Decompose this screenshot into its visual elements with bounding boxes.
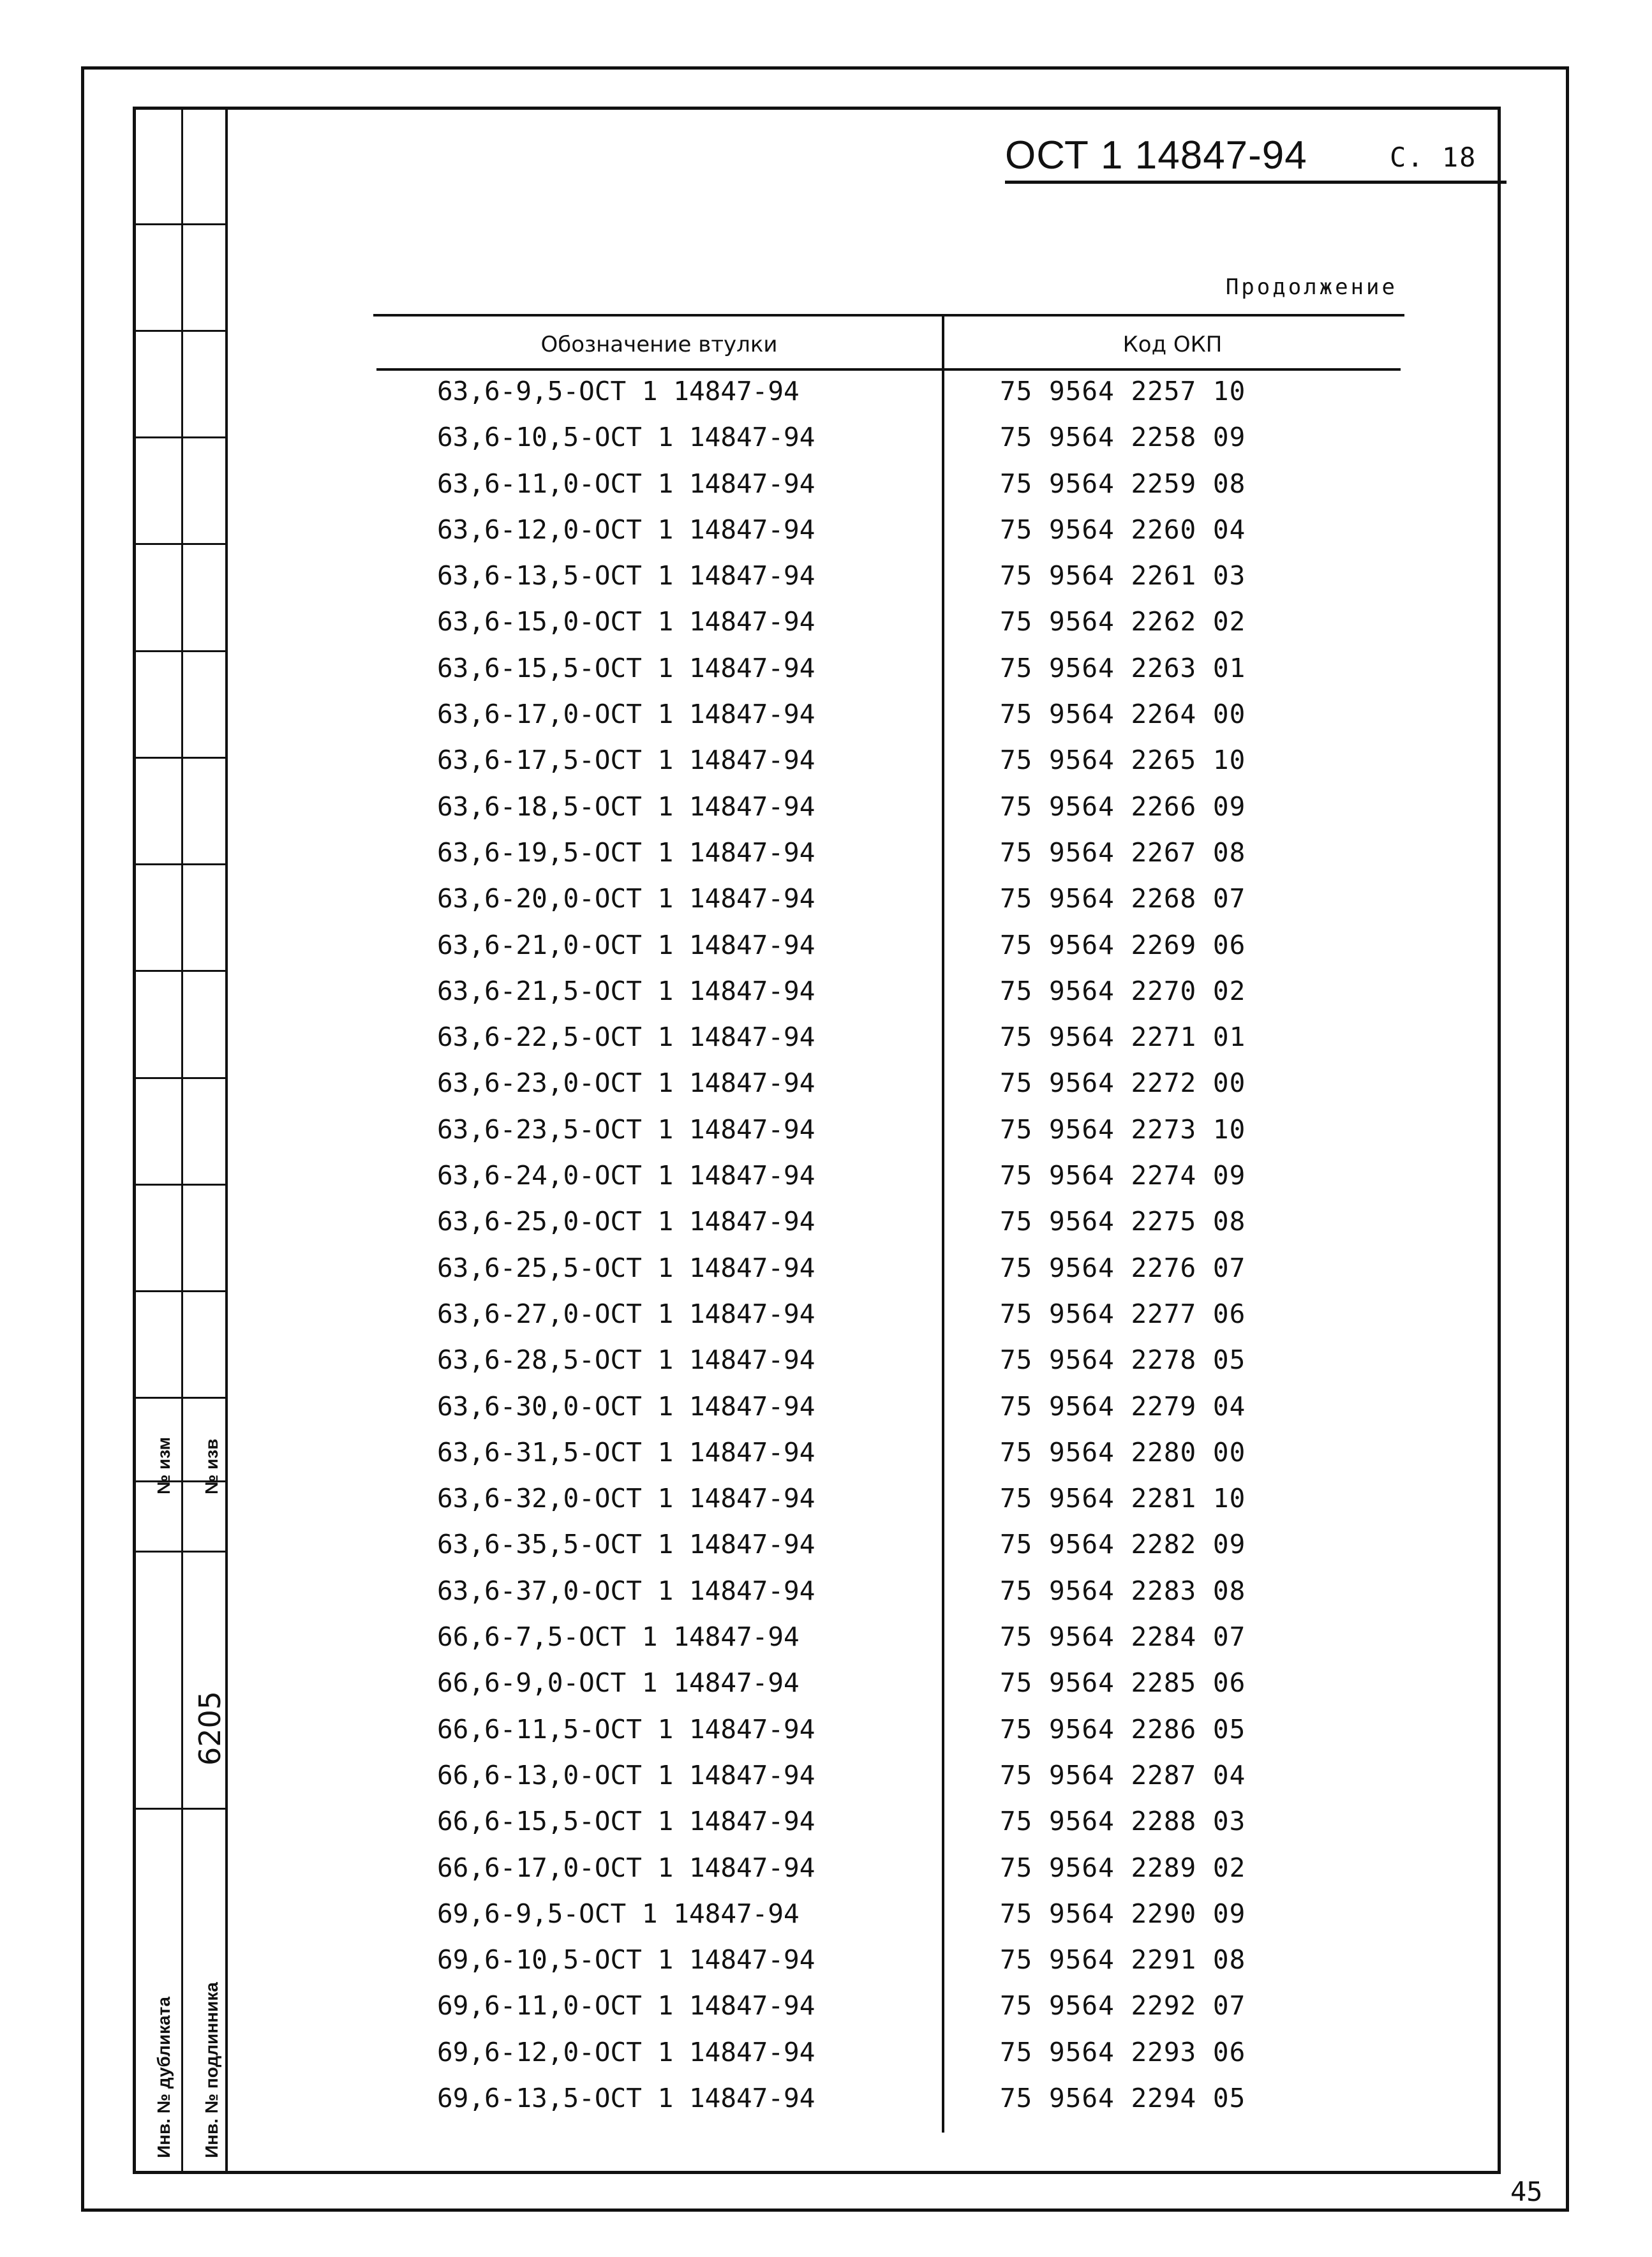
bushing-designation: 63,6-15,5-ОСТ 1 14847-94 [437, 652, 815, 683]
bushing-designation: 63,6-24,0-ОСТ 1 14847-94 [437, 1160, 815, 1191]
table-row [0, 742, 1652, 788]
bushing-designation: 66,6-9,0-ОСТ 1 14847-94 [437, 1667, 800, 1699]
okp-code: 75 9564 2290 09 [1000, 1898, 1246, 1929]
okp-code: 75 9564 2276 07 [1000, 1252, 1246, 1283]
table-row [0, 373, 1652, 419]
table-row [0, 927, 1652, 973]
bushing-designation: 69,6-11,0-ОСТ 1 14847-94 [437, 1990, 815, 2022]
table-row [0, 1757, 1652, 1803]
bushing-designation: 69,6-9,5-ОСТ 1 14847-94 [437, 1898, 800, 1929]
okp-code: 75 9564 2288 03 [1000, 1806, 1246, 1837]
bushing-designation: 63,6-23,0-ОСТ 1 14847-94 [437, 1068, 815, 1099]
sheet-number: 45 [1510, 2176, 1543, 2207]
table-body [0, 373, 1652, 2126]
okp-code: 75 9564 2268 07 [1000, 883, 1246, 914]
table-row [0, 881, 1652, 927]
okp-code: 75 9564 2274 09 [1000, 1160, 1246, 1191]
standard-designation: ОСТ 1 14847-94 [1005, 133, 1307, 177]
table-row [0, 2080, 1652, 2126]
okp-code: 75 9564 2261 03 [1000, 560, 1246, 592]
bushing-designation: 69,6-13,5-ОСТ 1 14847-94 [437, 2082, 815, 2113]
table-row [0, 1342, 1652, 1388]
okp-code: 75 9564 2270 02 [1000, 975, 1246, 1006]
bushing-designation: 63,6-31,5-ОСТ 1 14847-94 [437, 1436, 815, 1468]
bushing-designation: 63,6-15,0-ОСТ 1 14847-94 [437, 606, 815, 637]
table-row [0, 1526, 1652, 1572]
change-number-label: № изм [154, 1436, 174, 1494]
table-row [0, 1480, 1652, 1526]
original-inventory-value: 6205 [193, 1690, 227, 1766]
column-header-designation: Обозначение втулки [540, 332, 778, 357]
okp-code: 75 9564 2269 06 [1000, 929, 1246, 960]
table-row [0, 1850, 1652, 1896]
okp-code: 75 9564 2273 10 [1000, 1114, 1246, 1145]
table-row [0, 558, 1652, 604]
bushing-designation: 63,6-21,5-ОСТ 1 14847-94 [437, 975, 815, 1006]
bushing-designation: 63,6-18,5-ОСТ 1 14847-94 [437, 791, 815, 822]
bushing-designation: 63,6-17,5-ОСТ 1 14847-94 [437, 745, 815, 776]
bushing-designation: 63,6-25,0-ОСТ 1 14847-94 [437, 1206, 815, 1237]
table-row [0, 650, 1652, 696]
bushing-designation: 66,6-15,5-ОСТ 1 14847-94 [437, 1806, 815, 1837]
okp-code: 75 9564 2265 10 [1000, 745, 1246, 776]
bushing-designation: 63,6-17,0-ОСТ 1 14847-94 [437, 699, 815, 730]
table-row [0, 1158, 1652, 1203]
okp-code: 75 9564 2264 00 [1000, 699, 1246, 730]
table-header-rule [376, 368, 1401, 371]
table-row [0, 1896, 1652, 1942]
bushing-designation: 63,6-21,0-ОСТ 1 14847-94 [437, 929, 815, 960]
column-header-okp-code: Код ОКП [1122, 332, 1223, 357]
table-top-rule [373, 314, 1404, 317]
bushing-designation: 63,6-32,0-ОСТ 1 14847-94 [437, 1483, 815, 1514]
table-row [0, 2034, 1652, 2080]
bushing-designation: 63,6-25,5-ОСТ 1 14847-94 [437, 1252, 815, 1283]
table-row [0, 1203, 1652, 1249]
okp-code: 75 9564 2275 08 [1000, 1206, 1246, 1237]
table-row [0, 419, 1652, 465]
table-row [0, 696, 1652, 742]
okp-code: 75 9564 2286 05 [1000, 1713, 1246, 1745]
bushing-designation: 63,6-28,5-ОСТ 1 14847-94 [437, 1345, 815, 1376]
bushing-designation: 63,6-10,5-ОСТ 1 14847-94 [437, 422, 815, 453]
okp-code: 75 9564 2284 07 [1000, 1621, 1246, 1653]
okp-code: 75 9564 2282 09 [1000, 1529, 1246, 1560]
table-row [0, 1942, 1652, 1988]
okp-code: 75 9564 2279 04 [1000, 1390, 1246, 1422]
bushing-designation: 63,6-27,0-ОСТ 1 14847-94 [437, 1298, 815, 1329]
bushing-designation: 63,6-13,5-ОСТ 1 14847-94 [437, 560, 815, 592]
table-row [0, 1434, 1652, 1480]
table-row [0, 466, 1652, 512]
strip-cell-line [133, 223, 228, 225]
table-row [0, 1389, 1652, 1434]
header-underline [1005, 181, 1507, 184]
continuation-label: Продолжение [1225, 274, 1397, 300]
table-row [0, 1665, 1652, 1711]
bushing-designation: 66,6-17,0-ОСТ 1 14847-94 [437, 1852, 815, 1883]
table-row [0, 1112, 1652, 1158]
table-row [0, 1988, 1652, 2034]
okp-code: 75 9564 2262 02 [1000, 606, 1246, 637]
table-row [0, 835, 1652, 881]
okp-code: 75 9564 2292 07 [1000, 1990, 1246, 2022]
table-row [0, 1803, 1652, 1849]
bushing-designation: 63,6-22,5-ОСТ 1 14847-94 [437, 1022, 815, 1053]
table-row [0, 789, 1652, 835]
okp-code: 75 9564 2259 08 [1000, 468, 1246, 499]
bushing-designation: 66,6-13,0-ОСТ 1 14847-94 [437, 1759, 815, 1791]
bushing-designation: 66,6-11,5-ОСТ 1 14847-94 [437, 1713, 815, 1745]
okp-code: 75 9564 2263 01 [1000, 652, 1246, 683]
table-row [0, 604, 1652, 650]
okp-code: 75 9564 2280 00 [1000, 1436, 1246, 1468]
okp-code: 75 9564 2278 05 [1000, 1345, 1246, 1376]
table-row [0, 1573, 1652, 1619]
strip-cell-line [133, 330, 228, 332]
bushing-designation: 63,6-23,5-ОСТ 1 14847-94 [437, 1114, 815, 1145]
notice-number-label: № изв [202, 1438, 221, 1494]
okp-code: 75 9564 2281 10 [1000, 1483, 1246, 1514]
bushing-designation: 63,6-19,5-ОСТ 1 14847-94 [437, 837, 815, 868]
bushing-designation: 63,6-11,0-ОСТ 1 14847-94 [437, 468, 815, 499]
bushing-designation: 63,6-20,0-ОСТ 1 14847-94 [437, 883, 815, 914]
okp-code: 75 9564 2257 10 [1000, 376, 1246, 406]
okp-code: 75 9564 2271 01 [1000, 1022, 1246, 1053]
bushing-designation: 69,6-10,5-ОСТ 1 14847-94 [437, 1944, 815, 1976]
okp-code: 75 9564 2260 04 [1000, 514, 1246, 545]
page-label: С. 18 [1390, 142, 1477, 173]
bushing-designation: 63,6-12,0-ОСТ 1 14847-94 [437, 514, 815, 545]
okp-code: 75 9564 2287 04 [1000, 1759, 1246, 1791]
okp-code: 75 9564 2285 06 [1000, 1667, 1246, 1699]
okp-code: 75 9564 2291 08 [1000, 1944, 1246, 1976]
bushing-designation: 69,6-12,0-ОСТ 1 14847-94 [437, 2036, 815, 2067]
okp-code: 75 9564 2277 06 [1000, 1298, 1246, 1329]
okp-code: 75 9564 2293 06 [1000, 2036, 1246, 2067]
table-row [0, 973, 1652, 1019]
okp-code: 75 9564 2289 02 [1000, 1852, 1246, 1883]
bushing-designation: 66,6-7,5-ОСТ 1 14847-94 [437, 1621, 800, 1653]
okp-code: 75 9564 2266 09 [1000, 791, 1246, 822]
table-row [0, 1711, 1652, 1757]
duplicate-inventory-label: Инв. № дубликата [154, 1997, 174, 2158]
table-row [0, 1250, 1652, 1296]
okp-code: 75 9564 2272 00 [1000, 1068, 1246, 1099]
table-row [0, 512, 1652, 558]
okp-code: 75 9564 2294 05 [1000, 2082, 1246, 2113]
okp-code: 75 9564 2283 08 [1000, 1575, 1246, 1606]
okp-code: 75 9564 2258 09 [1000, 422, 1246, 453]
table-row [0, 1019, 1652, 1065]
bushing-designation: 63,6-35,5-ОСТ 1 14847-94 [437, 1529, 815, 1560]
okp-code: 75 9564 2267 08 [1000, 837, 1246, 868]
bushing-designation: 63,6-9,5-ОСТ 1 14847-94 [437, 376, 800, 406]
table-row [0, 1619, 1652, 1665]
table-row [0, 1296, 1652, 1342]
bushing-designation: 63,6-37,0-ОСТ 1 14847-94 [437, 1575, 815, 1606]
table-row [0, 1065, 1652, 1111]
original-inventory-label: Инв. № подлинника [202, 1982, 221, 2158]
bushing-designation: 63,6-30,0-ОСТ 1 14847-94 [437, 1390, 815, 1422]
